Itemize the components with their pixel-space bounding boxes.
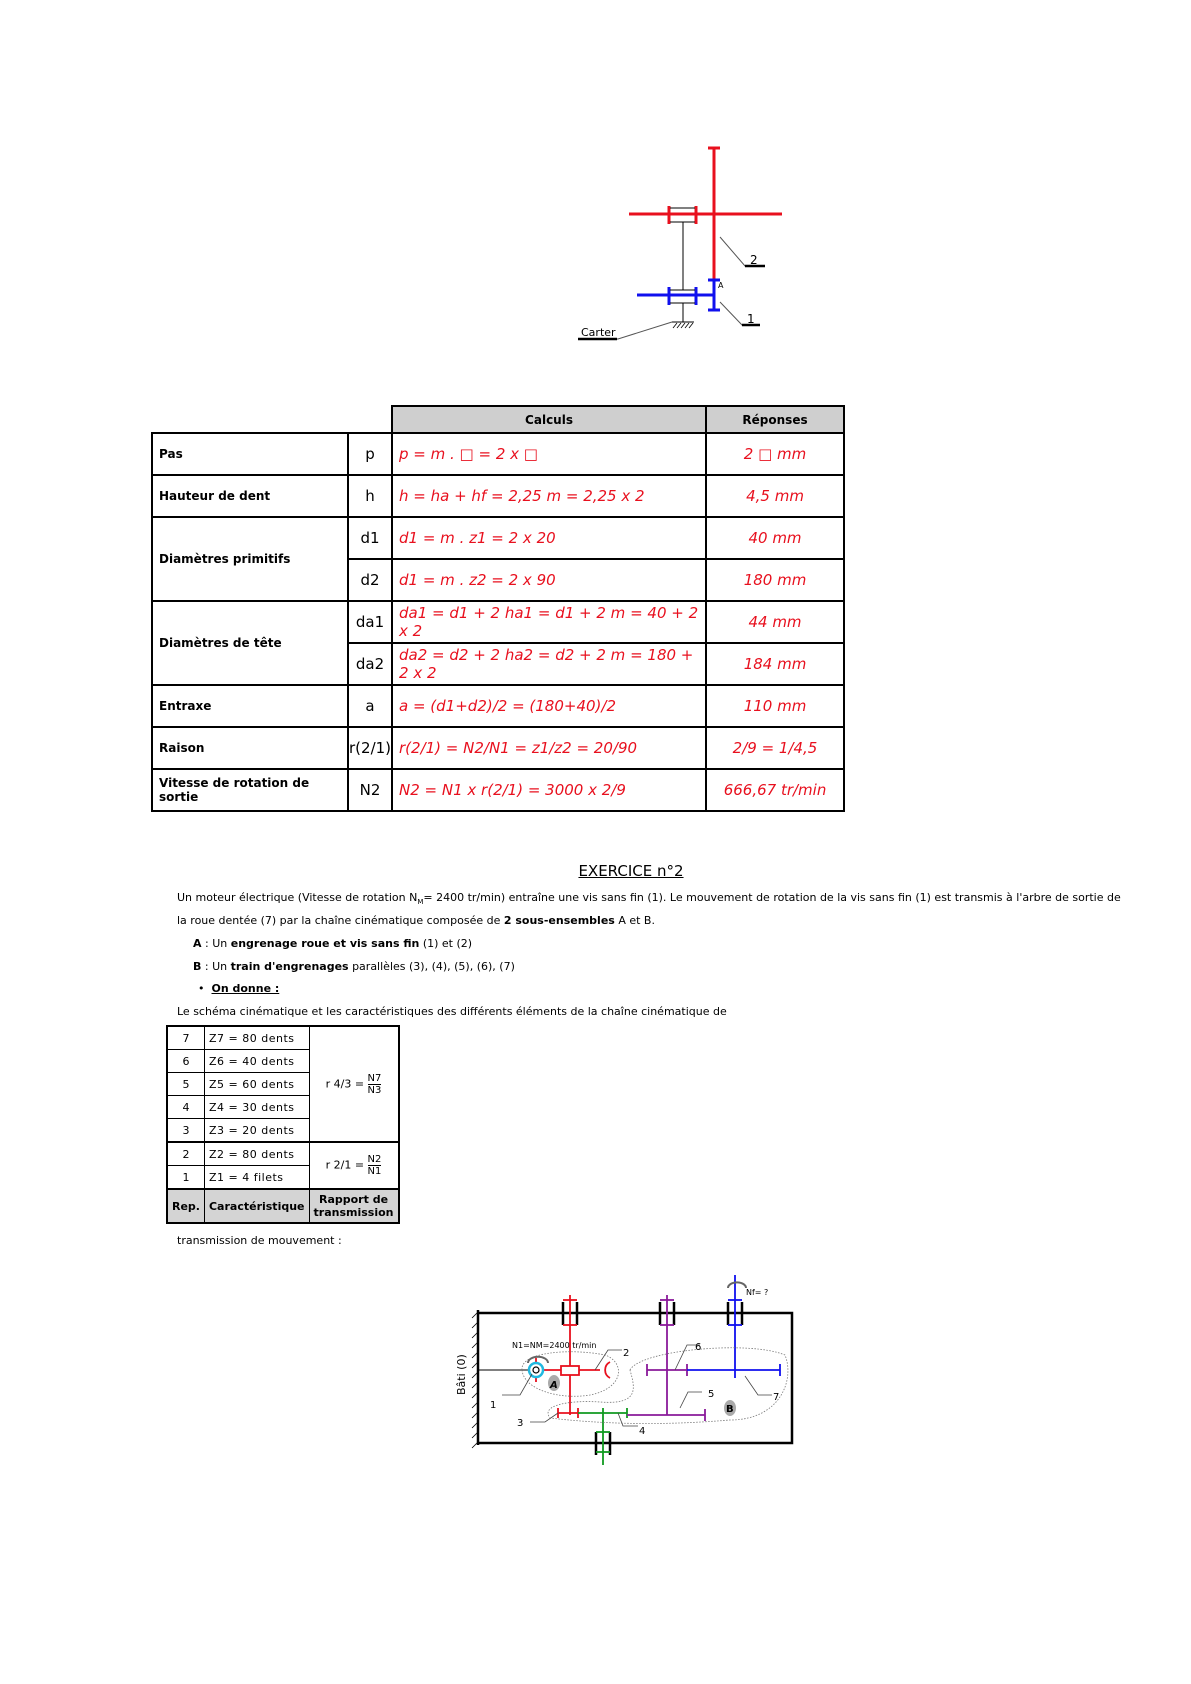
row-label: Entraxe — [152, 685, 348, 727]
paragraph-2: la roue dentée (7) par la chaîne cinématique composée de 2 sous-ensembles A et B. — [177, 914, 655, 927]
table-row — [152, 769, 844, 811]
bati-label: Bâti (0) — [455, 1354, 468, 1395]
row-calc: d1 = m . z1 = 2 x 20 — [392, 517, 706, 559]
row-symbol: d2 — [348, 559, 392, 601]
point-a-label: A — [718, 281, 724, 290]
char-cell: Z3 = 20 dents — [204, 1119, 309, 1143]
kinematic-diagram — [450, 1270, 800, 1470]
label-2: 2 — [623, 1348, 630, 1359]
carter-label: Carter — [581, 326, 616, 339]
row-symbol: da2 — [348, 643, 392, 685]
row-calc: p = m . □ = 2 x □ — [392, 433, 706, 475]
row-answer: 44 mm — [706, 601, 844, 643]
row-answer: 40 mm — [706, 517, 844, 559]
table-footer — [167, 1189, 399, 1223]
ratio-2-1: r 2/1 = $\frac{N2}{N1}$ — [309, 1142, 398, 1189]
row-answer: 666,67 tr/min — [706, 769, 844, 811]
paragraph-3: Le schéma cinématique et les caractéristiques des différents éléments de la chaîne cinématique de — [177, 1005, 727, 1018]
label-4: 4 — [639, 1426, 646, 1437]
footer-rep: Rep. — [167, 1189, 204, 1223]
table-row — [152, 727, 844, 769]
row-symbol: N2 — [348, 769, 392, 811]
row-calc: r(2/1) = N2/N1 = z1/z2 = 20/90 — [392, 727, 706, 769]
worm-gear-diagram — [560, 130, 800, 350]
subassembly-a-label: A — [550, 1380, 558, 1391]
header-calculs: Calculs — [392, 406, 706, 433]
row-calc: N2 = N1 x r(2/1) = 3000 x 2/9 — [392, 769, 706, 811]
row-symbol: p — [348, 433, 392, 475]
calculation-table — [151, 405, 845, 812]
output-speed-label: Nf= ? — [746, 1288, 769, 1297]
paragraph-4: transmission de mouvement : — [177, 1234, 342, 1247]
row-symbol: da1 — [348, 601, 392, 643]
rep-cell: 2 — [167, 1142, 204, 1166]
label-7: 7 — [773, 1392, 780, 1403]
char-cell: Z6 = 40 dents — [204, 1050, 309, 1073]
row-calc: da1 = d1 + 2 ha1 = d1 + 2 m = 40 + 2 x 2 — [392, 601, 706, 643]
row-symbol: r(2/1) — [348, 727, 392, 769]
row-symbol: h — [348, 475, 392, 517]
characteristics-table — [166, 1025, 400, 1224]
label-6: 6 — [695, 1342, 702, 1353]
row-label: Vitesse de rotation de sortie — [152, 769, 348, 811]
paragraph-1: Un moteur électrique (Vitesse de rotation $N_M= 2400$ tr/min) entraîne une vis sans fin (1). Le mouvement de rotation de la vis sans fin (1) est transmis à l'arbre de sortie de — [177, 891, 1121, 907]
on-donne: • On donne : — [198, 982, 280, 995]
row-answer: 180 mm — [706, 559, 844, 601]
ratio-4-3: r 4/3 = $\frac{N7}{N3}$ — [309, 1026, 398, 1142]
table-row — [167, 1142, 399, 1166]
input-speed-label: N1=NM=2400 tr/min — [512, 1341, 597, 1350]
char-cell: Z4 = 30 dents — [204, 1096, 309, 1119]
item-a: A : Un engrenage roue et vis sans fin (1) et (2) — [193, 937, 473, 950]
table-row — [167, 1026, 399, 1050]
subassembly-b-label: B — [726, 1404, 734, 1415]
row-symbol: a — [348, 685, 392, 727]
row-calc: da2 = d2 + 2 ha2 = d2 + 2 m = 180 + 2 x 2 — [392, 643, 706, 685]
table-row — [152, 685, 844, 727]
rep-cell: 7 — [167, 1026, 204, 1050]
rep-cell: 5 — [167, 1073, 204, 1096]
row-symbol: d1 — [348, 517, 392, 559]
table-row — [152, 601, 844, 643]
table-row — [152, 517, 844, 559]
row-answer: 2 □ mm — [706, 433, 844, 475]
part-1-label: 1 — [747, 312, 755, 326]
row-answer: 110 mm — [706, 685, 844, 727]
char-cell: Z7 = 80 dents — [204, 1026, 309, 1050]
row-calc: d1 = m . z2 = 2 x 90 — [392, 559, 706, 601]
rep-cell: 4 — [167, 1096, 204, 1119]
item-b: B : Un train d'engrenages parallèles (3), (4), (5), (6), (7) — [193, 960, 515, 973]
table-row — [152, 475, 844, 517]
row-label: Raison — [152, 727, 348, 769]
header-reponses: Réponses — [706, 406, 844, 433]
rep-cell: 1 — [167, 1166, 204, 1190]
table-row — [152, 433, 844, 475]
rotation-arrow-icon — [728, 1282, 746, 1288]
rep-cell: 6 — [167, 1050, 204, 1073]
label-5: 5 — [708, 1389, 715, 1400]
row-label: Hauteur de dent — [152, 475, 348, 517]
footer-ratio: Rapport de transmission — [309, 1189, 398, 1223]
exercise-title: EXERCICE n°2 — [578, 862, 684, 880]
row-label: Diamètres primitifs — [152, 517, 348, 601]
rep-cell: 3 — [167, 1119, 204, 1143]
row-answer: 2/9 = 1/4,5 — [706, 727, 844, 769]
row-answer: 184 mm — [706, 643, 844, 685]
char-cell: Z1 = 4 filets — [204, 1166, 309, 1190]
row-label: Pas — [152, 433, 348, 475]
row-answer: 4,5 mm — [706, 475, 844, 517]
row-calc: a = (d1+d2)/2 = (180+40)/2 — [392, 685, 706, 727]
footer-char: Caractéristique — [204, 1189, 309, 1223]
label-3: 3 — [517, 1418, 524, 1429]
char-cell: Z2 = 80 dents — [204, 1142, 309, 1166]
label-1: 1 — [490, 1400, 497, 1411]
row-calc: h = ha + hf = 2,25 m = 2,25 x 2 — [392, 475, 706, 517]
char-cell: Z5 = 60 dents — [204, 1073, 309, 1096]
part-2-label: 2 — [750, 253, 758, 267]
row-label: Diamètres de tête — [152, 601, 348, 685]
